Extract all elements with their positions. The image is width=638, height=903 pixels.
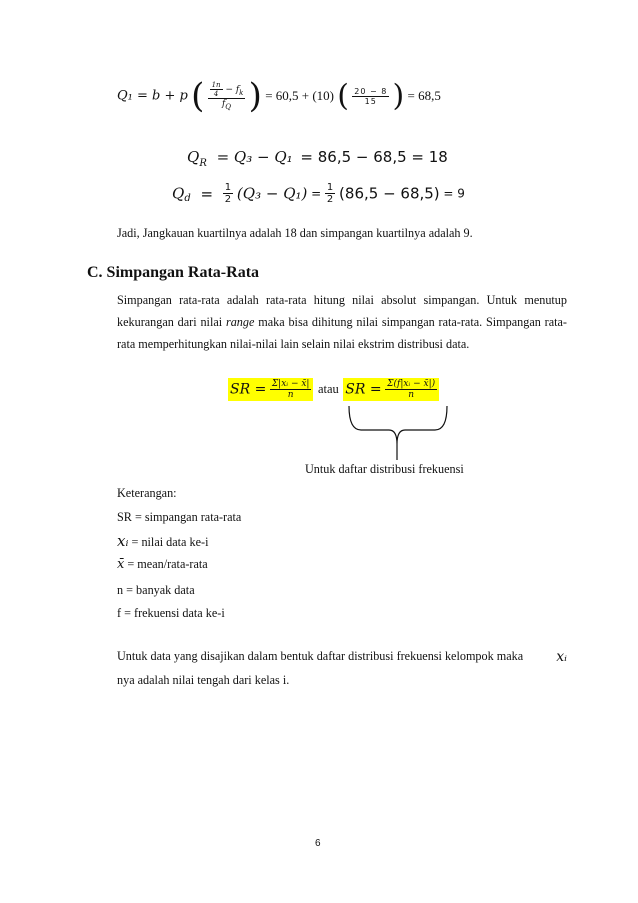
equation-q1 (117, 76, 441, 120)
sr2-fraction (385, 379, 437, 400)
curly-brace-icon (345, 404, 451, 462)
eq1-sub-k: k (239, 88, 244, 97)
sr1-fraction (270, 379, 312, 400)
equation-qr (187, 148, 448, 169)
eq1-frac2-den: 15 (364, 96, 377, 106)
intro-italic-range: range (225, 315, 255, 329)
eq3-half2-den: 2 (326, 194, 334, 205)
eq1-equals2: = 68,5 (407, 88, 441, 103)
closing-line-1 (117, 649, 567, 665)
xi-symbol: xᵢ (117, 532, 129, 550)
eq3-result: = 9 (443, 186, 465, 201)
sr2-numerator: Σ(f|xᵢ − x̄|) (387, 379, 436, 389)
eq3-rhs: (86,5 − 68,5) (339, 184, 440, 203)
xbar-symbol: x̄ (117, 557, 125, 572)
keterangan-item-n: n = banyak data (117, 583, 195, 597)
brace-label: Untuk daftar distribusi frekuensi (305, 462, 464, 476)
eq1-frac-denominator (208, 99, 246, 111)
keterangan-item-sr: SR = simpangan rata-rata (117, 510, 242, 524)
eq1-open-paren-2: ( (337, 78, 349, 114)
eq1-frac-numerator (208, 81, 246, 99)
eq1-fraction-2 (352, 87, 389, 106)
page-number: 6 (315, 838, 321, 849)
keterangan-item-xi (117, 532, 208, 550)
eq1-equals1: = 60,5 + (10) (265, 88, 335, 103)
intro-paragraph (117, 289, 567, 355)
keterangan-item-f: f = frekuensi data ke-i (117, 606, 225, 620)
eq2-lhs: Q (187, 148, 200, 166)
eq1-lhs: Q₁ = b + p (117, 88, 188, 104)
sr1-numerator: Σ|xᵢ − x̄| (271, 379, 310, 389)
eq2-mid: = Q₃ − Q₁ (216, 148, 293, 166)
eq1-frac2-num: 20 − 8 (354, 86, 388, 96)
eq3-lhs-sub: d (184, 192, 191, 204)
section-heading: C. Simpangan Rata-Rata (87, 264, 260, 281)
eq1-fraction (208, 81, 246, 111)
sr-formula-1 (228, 378, 313, 401)
eq3-half-2 (325, 182, 335, 205)
eq2-rhs: = 86,5 − 68,5 = 18 (300, 148, 448, 166)
keterangan-title: Keterangan: (117, 486, 177, 500)
xbar-desc: = mean/rata-rata (127, 557, 208, 571)
sr2-lhs: SR = (345, 381, 382, 398)
xi-desc: = nilai data ke-i (131, 535, 209, 549)
sr-formula-2 (343, 378, 439, 401)
conclusion-text: Jadi, Jangkauan kuartilnya adalah 18 dan simpangan kuartilnya adalah 9. (117, 226, 473, 240)
closing-part1: Untuk data yang disajikan dalam bentuk daftar distribusi frekuensi kelompok maka (117, 649, 524, 663)
eq1-sub-q: Q (225, 102, 232, 111)
eq2-lhs-sub: R (199, 158, 207, 169)
eq3-half (223, 182, 233, 205)
closing-xi-symbol: xᵢ (556, 649, 567, 665)
eq1-open-paren: ( (191, 76, 205, 116)
eq1-den-f: f (221, 99, 226, 110)
sr2-denominator: n (408, 390, 415, 400)
eq3-half-num: 1 (224, 182, 232, 193)
keterangan-item-xbar (117, 557, 208, 572)
eq1-inner-den: 4 (213, 90, 219, 99)
intro-part2: maka bisa dihitung nilai simpangan rata-rata. Simpangan rata-rata memperhitungkan nilai-nilai lain selain nilai ekstrim distribusi data. (117, 315, 567, 351)
eq3-mid: (Q₃ − Q₁) (236, 184, 308, 203)
sr1-denominator: n (287, 390, 294, 400)
eq3-half2-num: 1 (326, 182, 334, 193)
sr1-lhs: SR = (230, 381, 267, 398)
equation-qd (172, 182, 465, 216)
eq3-half-den: 2 (224, 194, 232, 205)
eq1-minus-f: − f (225, 85, 240, 96)
eq3-lhs: Q (172, 184, 185, 203)
intro-part1: Simpangan rata-rata adalah rata-rata hitung nilai absolut simpangan. Untuk menutup kekurangan dari nilai (117, 293, 567, 329)
eq1-close-paren: ) (248, 76, 262, 116)
atau-text: atau (317, 382, 339, 396)
eq1-inner-num: 1n (211, 81, 221, 90)
eq3-equals: = (200, 184, 214, 203)
eq1-close-paren-2: ) (392, 78, 405, 114)
closing-line-2: nya adalah nilai tengah dari kelas i. (117, 673, 290, 687)
eq3-equals-2: = (311, 186, 322, 201)
